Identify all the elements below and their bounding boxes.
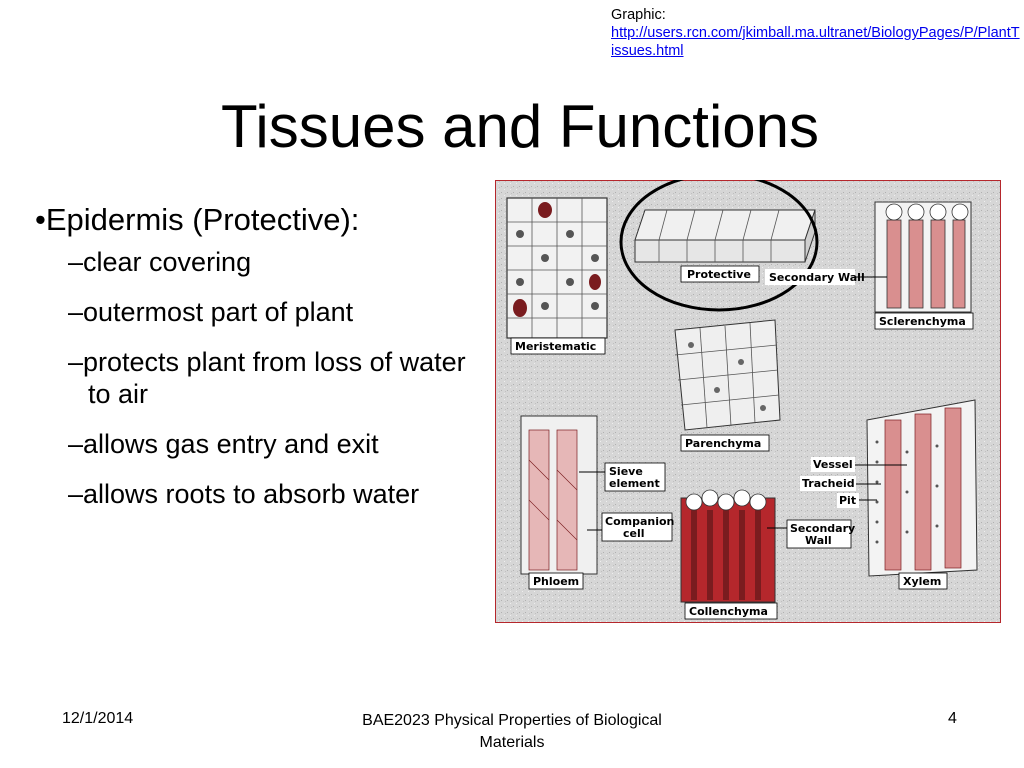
- meristematic-label: Meristematic: [515, 340, 597, 353]
- pit-label: Pit: [839, 494, 857, 507]
- protective-label: Protective: [687, 268, 751, 281]
- sieve-element-label-2: element: [609, 477, 660, 490]
- slide-title: Tissues and Functions: [220, 93, 820, 160]
- xylem-label: Xylem: [903, 575, 942, 588]
- secondary-wall-label-2: Wall: [805, 534, 832, 547]
- secondary-wall-label-1: Secondary: [790, 522, 856, 535]
- sub-bullet: –allows roots to absorb water: [68, 479, 420, 509]
- sub-bullet-list: [35, 246, 495, 510]
- tissue-diagram: [495, 180, 1001, 623]
- parenchyma-label: Parenchyma: [685, 437, 762, 450]
- footer-page-number: 4: [948, 710, 957, 727]
- secondary-wall-top-label: Secondary Wall: [769, 271, 865, 284]
- bullet-list: [35, 200, 495, 528]
- credit-label: Graphic:: [611, 7, 666, 23]
- phloem-label: Phloem: [533, 575, 580, 588]
- vessel-label: Vessel: [813, 458, 853, 471]
- meristematic-illustration: [507, 198, 607, 354]
- graphic-credit: [611, 6, 1021, 60]
- companion-cell-label-2: cell: [623, 527, 645, 540]
- collenchyma-label: Collenchyma: [689, 605, 768, 618]
- sub-bullet: –protects plant from loss of water to air: [68, 347, 466, 409]
- credit-link[interactable]: http://users.rcn.com/jkimball.ma.ultranet/BiologyPages/P/PlantTissues.html: [611, 25, 1020, 59]
- main-bullet: •Epidermis (Protective):: [35, 202, 360, 237]
- sub-bullet: –allows gas entry and exit: [68, 429, 379, 459]
- sub-bullet: –clear covering: [68, 247, 252, 277]
- sieve-element-label-1: Sieve: [609, 465, 643, 478]
- sub-bullet: –outermost part of plant: [68, 297, 354, 327]
- plant-tissues-figure: [495, 180, 1001, 623]
- footer-date: 12/1/2014: [62, 710, 134, 727]
- sclerenchyma-label: Sclerenchyma: [879, 315, 966, 328]
- footer-course: BAE2023 Physical Properties of Biological Materials: [362, 712, 662, 751]
- companion-cell-label-1: Companion: [605, 515, 675, 528]
- tracheid-label: Tracheid: [802, 477, 855, 490]
